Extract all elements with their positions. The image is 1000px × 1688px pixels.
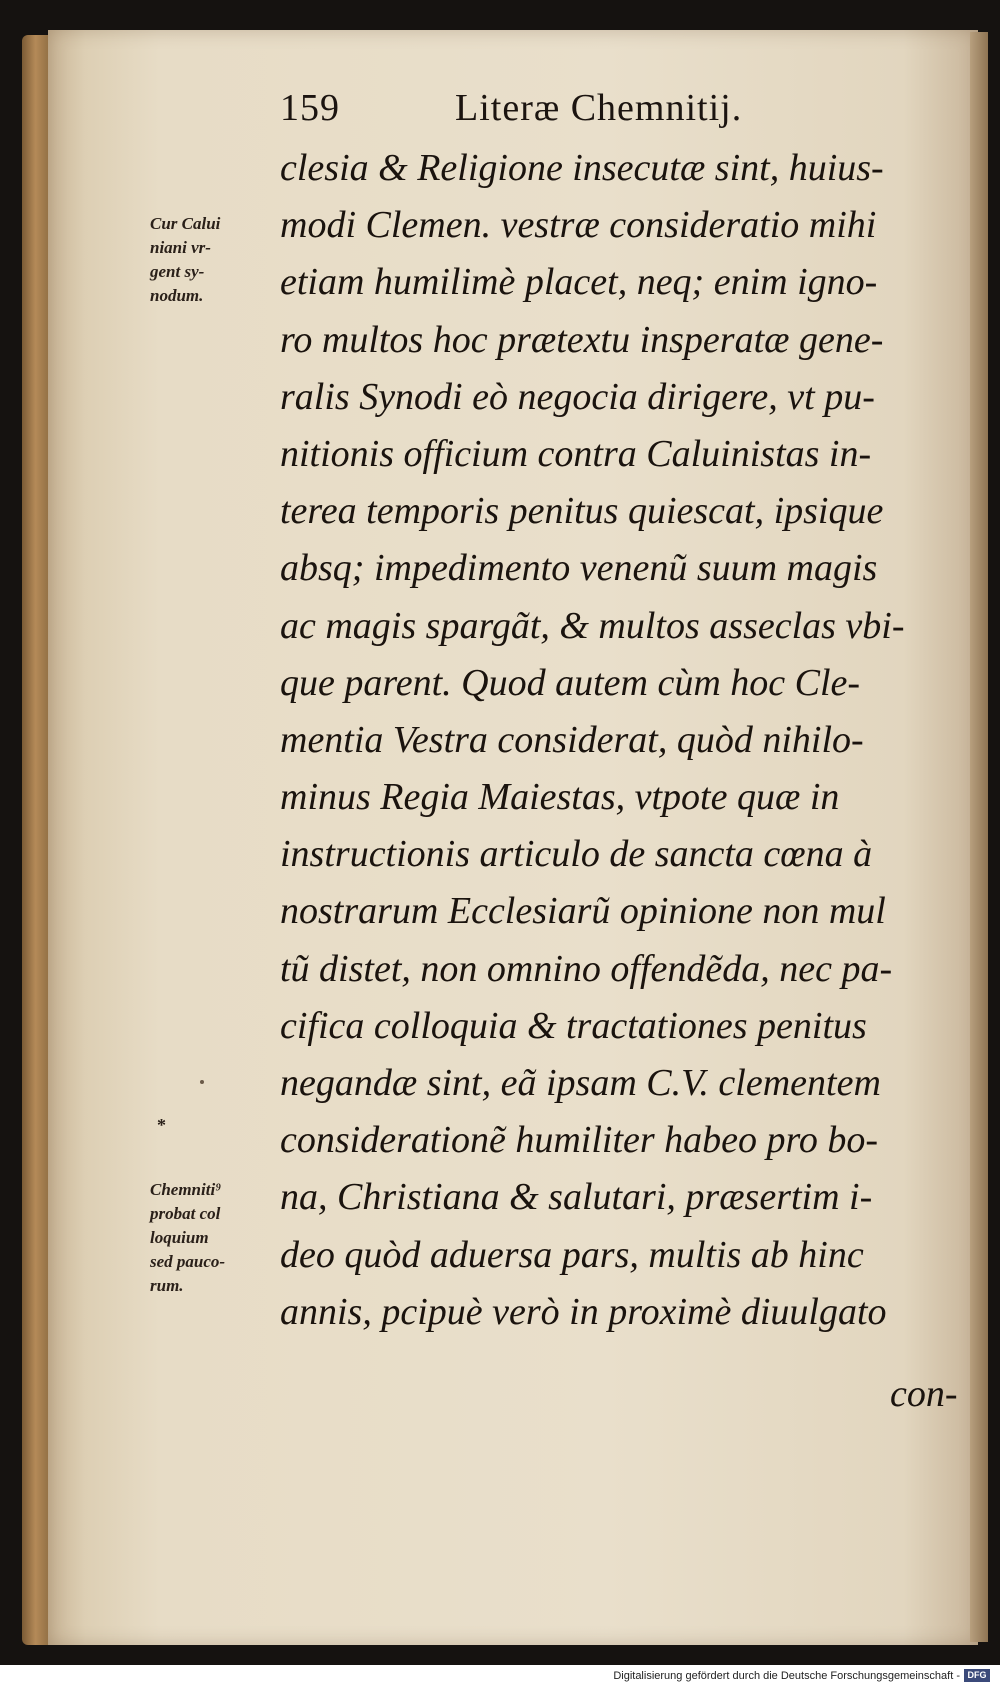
text-line: annis, pcipuè verò in proximè diuulgato [280, 1290, 887, 1333]
margin-note-line: Chemniti⁹ [150, 1180, 222, 1199]
margin-note-line: gent sy- [150, 262, 205, 281]
text-line: ro multos hoc prætextu insperatæ gene- [280, 318, 884, 361]
text-line: clesia & Religione insecutæ sint, huius- [280, 147, 884, 189]
margin-note-line: loquium [150, 1228, 209, 1247]
text-line: ralis Synodi eò negocia dirigere, vt pu- [280, 375, 875, 418]
margin-note-line: sed pauco- [150, 1252, 226, 1271]
text-line: etiam humilimè placet, neq; enim igno- [280, 261, 878, 304]
text-line: considerationẽ humiliter habeo pro bo- [280, 1119, 879, 1162]
margin-note-line: Cur Calui [150, 214, 221, 233]
ink-dot [200, 1080, 204, 1084]
text-line: mentia Vestra considerat, quòd nihilo- [280, 718, 864, 761]
text-line: instructionis articulo de sancta cœna à [280, 833, 873, 876]
margin-note-line: rum. [150, 1276, 184, 1295]
text-line: que parent. Quod autem cùm hoc Cle- [280, 661, 861, 704]
running-title: Literæ Chemnitij. [455, 87, 743, 129]
dfg-logo: DFG [964, 1669, 990, 1682]
text-line: tũ distet, non omnino offendẽda, nec pa- [280, 947, 893, 990]
page-number: 159 [280, 87, 340, 129]
text-line: minus Regia Maiestas, vtpote quæ in [280, 776, 840, 819]
text-line: terea temporis penitus quiescat, ipsique [280, 490, 884, 533]
page-header [280, 86, 840, 136]
text-line: nitionis officium contra Caluinistas in- [280, 432, 872, 475]
text-line: na, Christiana & salutari, præsertim i- [280, 1176, 873, 1219]
margin-note-caluiniani [150, 212, 275, 308]
catchword: con- [890, 1373, 958, 1415]
body-text [280, 140, 980, 1341]
margin-note-chemnitius [150, 1178, 275, 1298]
footer-credit: Digitalisierung gefördert durch die Deutsche Forschungsgemeinschaft - [613, 1670, 960, 1682]
margin-note-line: nodum. [150, 286, 204, 305]
margin-note-line: niani vr- [150, 238, 211, 257]
text-line: ac magis spargãt, & multos asseclas vbi- [280, 604, 905, 647]
text-line: nostrarum Ecclesiarũ opinione non mul [280, 890, 886, 933]
text-line: deo quòd aduersa pars, multis ab hinc [280, 1233, 864, 1276]
text-line: absq; impedimento venenũ suum magis [280, 547, 878, 590]
asterisk-mark: * [157, 1115, 166, 1135]
margin-note-line: probat col [150, 1204, 221, 1223]
text-line: negandæ sint, eã ipsam C.V. clementem [280, 1062, 881, 1104]
text-line: modi Clemen. vestræ consideratio mihi [280, 204, 877, 247]
footer-bar [0, 1665, 1000, 1688]
text-line: cifica colloquia & tractationes penitus [280, 1004, 867, 1047]
